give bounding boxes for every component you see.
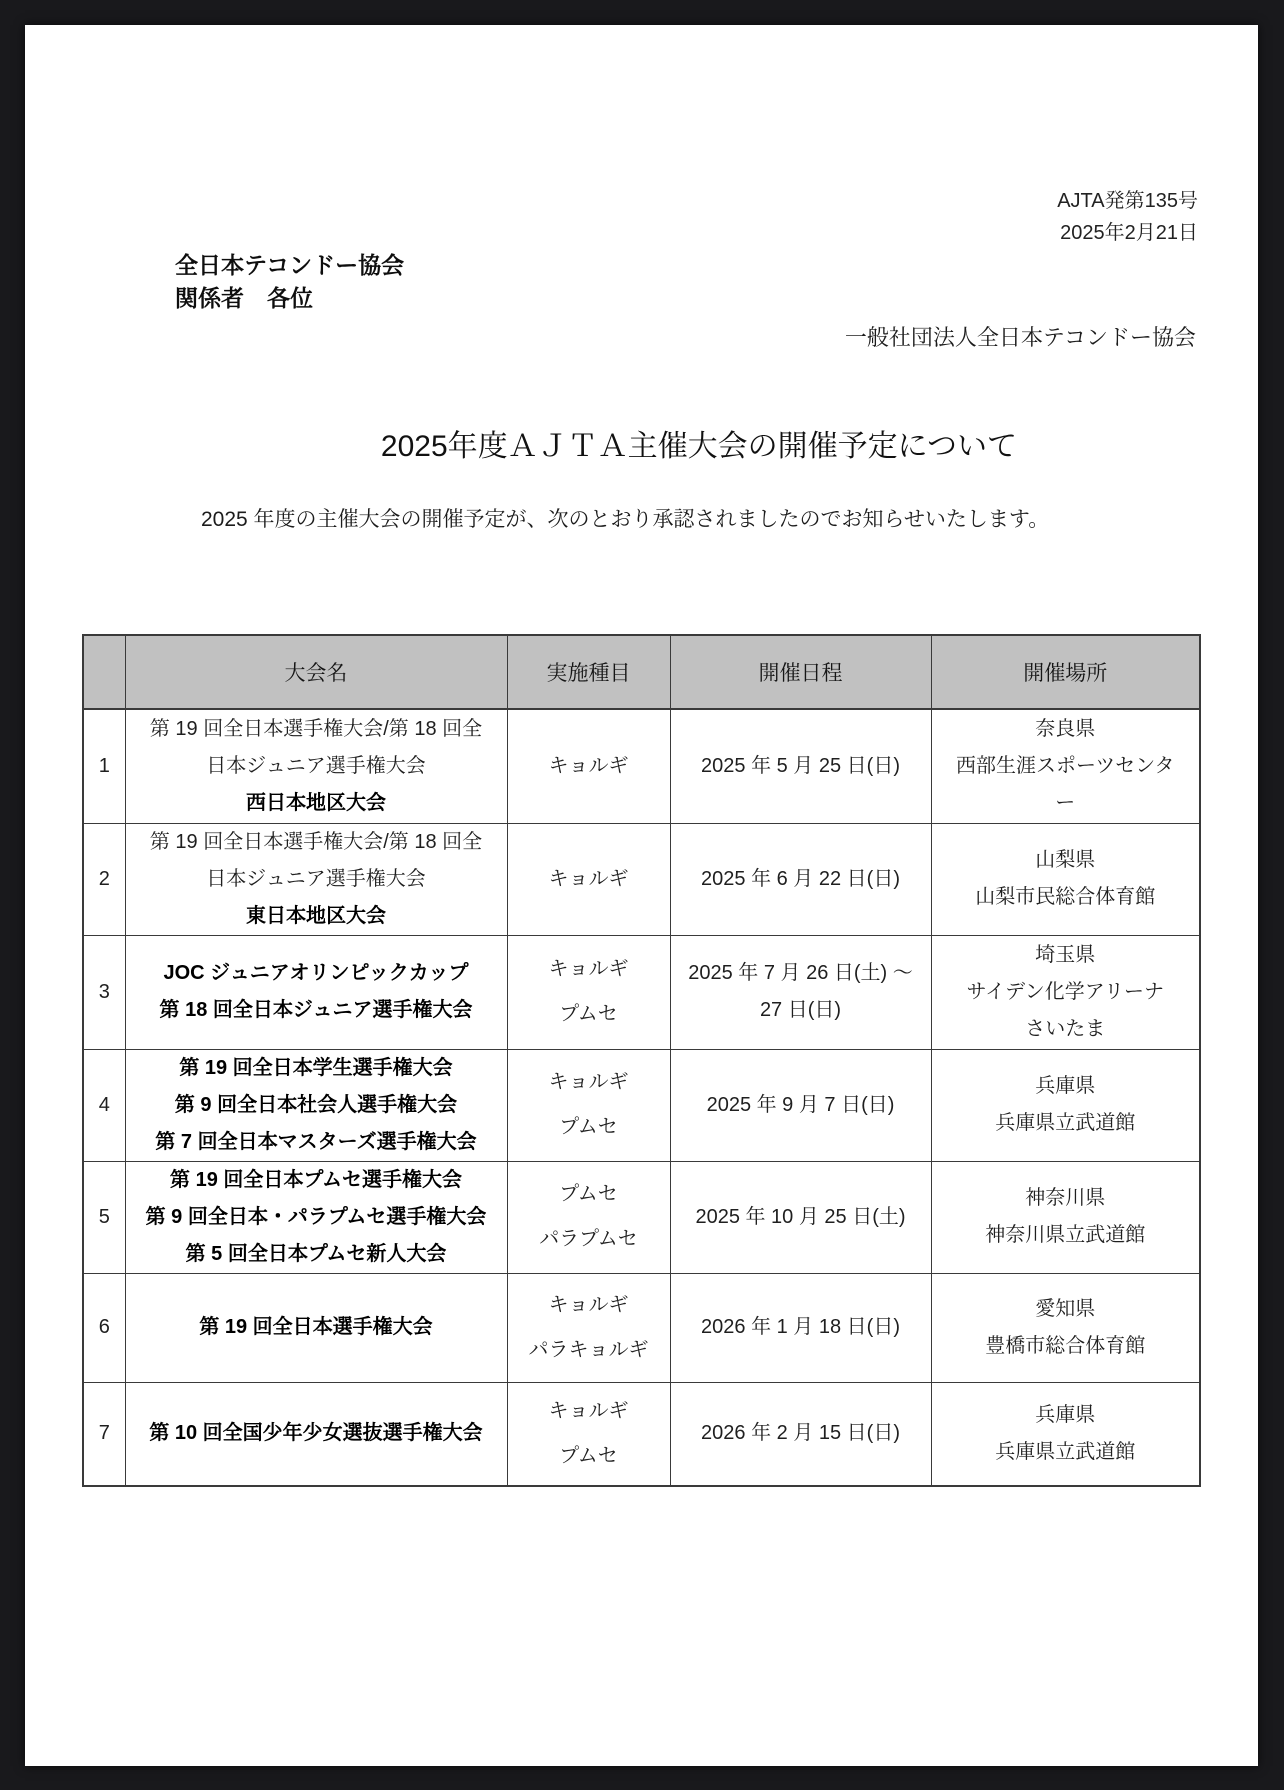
- event-types-line: プムセ: [559, 1003, 618, 1025]
- tournament-name-line: 第 5 回全日本プムセ新人大会: [185, 1242, 447, 1265]
- table-row: [83, 1049, 1200, 1161]
- event-venue-line: サイデン化学アリーナ: [966, 980, 1164, 1003]
- event-types-line: プムセ: [559, 1444, 618, 1467]
- event-types: [507, 935, 670, 1049]
- event-venue: [931, 823, 1200, 935]
- event-types-line: プムセ: [559, 1116, 618, 1138]
- tournament-name-line: 日本ジュニア選手権大会: [206, 867, 426, 890]
- event-venue-line: 兵庫県立武道館: [995, 1112, 1136, 1134]
- row-number: 5: [83, 1161, 125, 1273]
- row-number: 7: [83, 1382, 125, 1486]
- page-title: 2025年度ＡＪＴＡ主催大会の開催予定について: [380, 430, 1018, 463]
- event-date-line: 27 日(日): [759, 999, 842, 1021]
- row-number: 3: [83, 935, 125, 1049]
- event-venue-line: 奈良県: [1035, 717, 1096, 740]
- table-row: [83, 935, 1200, 1049]
- event-venue-line: 西部生涯スポーツセンタ: [956, 754, 1175, 777]
- event-venue-line: 兵庫県: [1035, 1075, 1096, 1097]
- event-venue: [931, 1382, 1200, 1486]
- tournament-name-line: 日本ジュニア選手権大会: [206, 754, 426, 777]
- event-types-line: パラプムセ: [539, 1228, 638, 1250]
- event-types-line: キョルギ: [548, 1071, 629, 1093]
- event-types: [507, 823, 670, 935]
- event-date: [670, 709, 931, 823]
- event-date-line: 2025 年 9 月 7 日(日): [706, 1093, 895, 1116]
- tournament-name-line: 第 19 回全日本選手権大会/第 18 回全: [149, 830, 483, 853]
- document-page: [25, 25, 1258, 1766]
- tournament-name-line: 第 18 回全日本ジュニア選手権大会: [159, 999, 473, 1021]
- event-date: [670, 1382, 931, 1486]
- col-header-venue: 開催場所: [931, 635, 1200, 709]
- col-header-name: 大会名: [125, 635, 507, 709]
- event-venue: [931, 1049, 1200, 1161]
- table-row: [83, 1161, 1200, 1273]
- event-types-line: キョルギ: [548, 754, 629, 777]
- event-venue-line: 豊橋市総合体育館: [985, 1334, 1146, 1357]
- schedule-table: [82, 634, 1201, 1487]
- tournament-name-line: 第 10 回全国少年少女選抜選手権大会: [149, 1422, 483, 1445]
- row-number: 2: [83, 823, 125, 935]
- addressee-org: 全日本テコンドー協会: [175, 252, 405, 278]
- event-venue: [931, 1161, 1200, 1273]
- tournament-name-line: 第 19 回全日本選手権大会/第 18 回全: [149, 717, 483, 740]
- tournament-name-line: 第 19 回全日本選手権大会: [199, 1316, 433, 1338]
- event-date-line: 2026 年 1 月 18 日(日): [701, 1316, 900, 1338]
- event-date: [670, 1273, 931, 1382]
- event-venue-line: 山梨市民総合体育館: [975, 886, 1156, 908]
- table-row: [83, 1273, 1200, 1382]
- event-types-line: パラキョルギ: [528, 1338, 649, 1361]
- doc-date: 2025年2月21日: [1060, 222, 1198, 244]
- event-venue-line: 山梨県: [1035, 849, 1096, 871]
- tournament-name: [125, 1273, 507, 1382]
- tournament-name-line: JOC ジュニアオリンピックカップ: [163, 962, 469, 984]
- tournament-name: [125, 935, 507, 1049]
- tournament-name: [125, 1161, 507, 1273]
- event-types: [507, 1049, 670, 1161]
- intro-paragraph: 2025 年度の主催大会の開催予定が、次のとおり承認されましたのでお知らせいたします。: [201, 508, 1050, 531]
- addressee-salutation: 関係者 各位: [175, 285, 313, 311]
- event-venue-line: 愛知県: [1035, 1297, 1096, 1320]
- col-header-date: 開催日程: [670, 635, 931, 709]
- tournament-name-line: 東日本地区大会: [246, 904, 386, 927]
- tournament-name: [125, 823, 507, 935]
- addressee: [175, 249, 1258, 315]
- event-venue-line: 埼玉県: [1035, 943, 1096, 966]
- sender-org: 一般社団法人全日本テコンドー協会: [844, 325, 1196, 350]
- tournament-name-line: 西日本地区大会: [246, 791, 386, 814]
- event-venue-line: 兵庫県: [1035, 1403, 1096, 1426]
- event-types: [507, 1161, 670, 1273]
- event-date: [670, 935, 931, 1049]
- event-types: [507, 1382, 670, 1486]
- letterhead: [25, 185, 1258, 249]
- row-number: 6: [83, 1273, 125, 1382]
- tournament-name-line: 第 9 回全日本社会人選手権大会: [174, 1093, 458, 1116]
- schedule-table-body: [83, 709, 1200, 1486]
- event-types-line: キョルギ: [548, 1293, 629, 1316]
- table-header-row: [83, 635, 1200, 709]
- tournament-name: [125, 709, 507, 823]
- tournament-name-line: 第 7 回全日本マスターズ選手権大会: [155, 1130, 477, 1153]
- event-venue-line: 神奈川県立武道館: [985, 1224, 1146, 1246]
- col-header-events: 実施種目: [507, 635, 670, 709]
- event-venue-line: 神奈川県: [1025, 1187, 1106, 1209]
- event-date-line: 2026 年 2 月 15 日(日): [701, 1422, 900, 1445]
- event-types-line: キョルギ: [548, 958, 629, 980]
- event-types: [507, 709, 670, 823]
- event-date: [670, 1049, 931, 1161]
- event-venue-line: ー: [1055, 791, 1076, 814]
- event-date-line: 2025 年 6 月 22 日(日): [701, 867, 900, 890]
- event-types-line: プムセ: [559, 1183, 618, 1205]
- event-types-line: キョルギ: [548, 1399, 629, 1422]
- event-venue: [931, 1273, 1200, 1382]
- table-row: [83, 709, 1200, 823]
- event-venue: [931, 709, 1200, 823]
- tournament-name-line: 第 19 回全日本学生選手権大会: [179, 1056, 453, 1079]
- event-venue: [931, 935, 1200, 1049]
- row-number: 4: [83, 1049, 125, 1161]
- table-row: [83, 823, 1200, 935]
- event-date-line: 2025 年 10 月 25 日(土): [695, 1205, 906, 1228]
- event-date-line: 2025 年 7 月 26 日(土) ～: [688, 962, 913, 984]
- row-number: 1: [83, 709, 125, 823]
- event-types-line: キョルギ: [548, 867, 629, 890]
- tournament-name: [125, 1382, 507, 1486]
- table-row: [83, 1382, 1200, 1486]
- event-date: [670, 823, 931, 935]
- tournament-name-line: 第 9 回全日本・パラプムセ選手権大会: [145, 1205, 487, 1228]
- event-types: [507, 1273, 670, 1382]
- event-date-line: 2025 年 5 月 25 日(日): [701, 754, 900, 777]
- event-venue-line: さいたま: [1025, 1017, 1106, 1040]
- tournament-name-line: 第 19 回全日本プムセ選手権大会: [170, 1168, 462, 1191]
- col-header-number: [83, 635, 125, 709]
- event-date: [670, 1161, 931, 1273]
- doc-number: AJTA発第135号: [1057, 190, 1198, 212]
- event-venue-line: 兵庫県立武道館: [995, 1440, 1136, 1463]
- tournament-name: [125, 1049, 507, 1161]
